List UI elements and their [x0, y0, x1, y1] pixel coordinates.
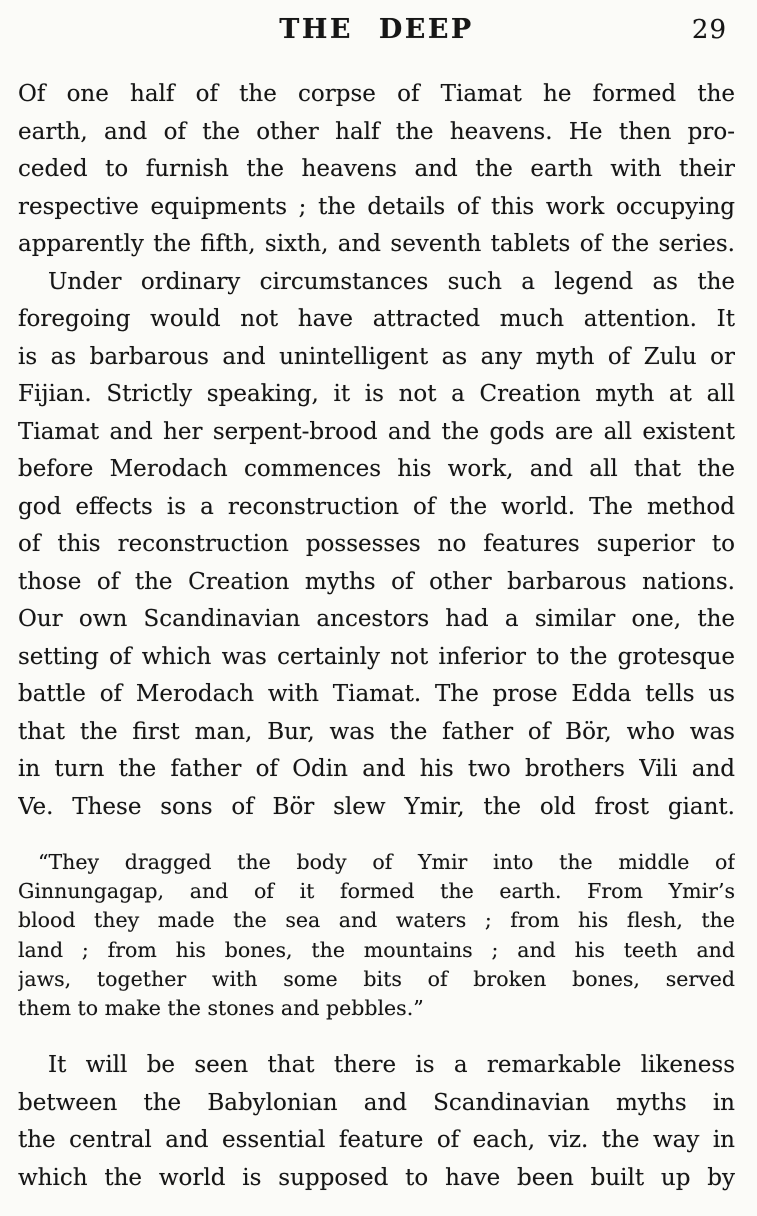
text-line: earth, and of the other half the heavens. He then pro-: [18, 118, 735, 145]
text-line: battle of Merodach with Tiamat. The prose Edda tells us: [18, 681, 735, 707]
text-line: before Merodach commences his work, and all that the: [18, 456, 735, 482]
text-line: Under ordinary circumstances such a legend as the: [48, 268, 735, 295]
paragraph: [18, 264, 735, 827]
page-number: 29: [691, 15, 727, 45]
text-line: “They dragged the body of Ymir into the middle of: [38, 850, 735, 874]
paragraph: [18, 76, 735, 264]
page-header: [18, 14, 735, 48]
text-line: them to make the stones and pebbles.”: [18, 995, 424, 1020]
text-line: between the Babylonian and Scandinavian myths in: [18, 1089, 735, 1116]
text-line: is as barbarous and unintelligent as any myth of Zulu or: [18, 343, 735, 370]
text-line: god effects is a reconstruction of the world. The method: [18, 493, 735, 520]
text-line: Ginnungagap, and of it formed the earth. From Ymir’s: [18, 879, 735, 904]
text-line: jaws, together with some bits of broken bones, served: [18, 966, 735, 991]
text-line: Tiamat and her serpent-brood and the gods are all existent: [18, 418, 735, 445]
text-line: setting of which was certainly not inferior to the grotesque: [18, 643, 735, 670]
text-line: ceded to furnish the heavens and the earth with their: [18, 156, 735, 182]
text-line: Of one half of the corpse of Tiamat he formed the: [18, 81, 735, 107]
text-line: those of the Creation myths of other barbarous nations.: [18, 568, 735, 595]
text-line: foregoing would not have attracted much attention. It: [18, 306, 735, 332]
text-line: of this reconstruction possesses no features superior to: [18, 531, 735, 557]
text-line: Fijian. Strictly speaking, it is not a Creation myth at all: [18, 381, 735, 407]
text-line: land ; from his bones, the mountains ; and his teeth and: [18, 937, 735, 962]
text-line: in turn the father of Odin and his two brothers Vili and: [18, 756, 735, 782]
text-line: that the first man, Bur, was the father of Bör, who was: [18, 718, 735, 745]
text-line: apparently the fifth, sixth, and seventh tablets of the series.: [18, 231, 735, 257]
text-line: blood they made the sea and waters ; from his flesh, the: [18, 908, 735, 933]
paragraph: [18, 1047, 735, 1197]
text-line: Ve. These sons of Bör slew Ymir, the old frost giant.: [18, 793, 735, 820]
text-line: which the world is supposed to have been built up by: [18, 1164, 735, 1191]
text-line: the central and essential feature of each, viz. the way in: [18, 1127, 735, 1154]
page-content: [18, 76, 735, 1197]
running-title: THE DEEP: [279, 14, 474, 45]
text-line: It will be seen that there is a remarkable likeness: [48, 1052, 735, 1079]
text-line: respective equipments ; the details of this work occupying: [18, 193, 735, 220]
text-line: Our own Scandinavian ancestors had a similar one, the: [18, 606, 735, 632]
quote-paragraph: [18, 848, 735, 1023]
